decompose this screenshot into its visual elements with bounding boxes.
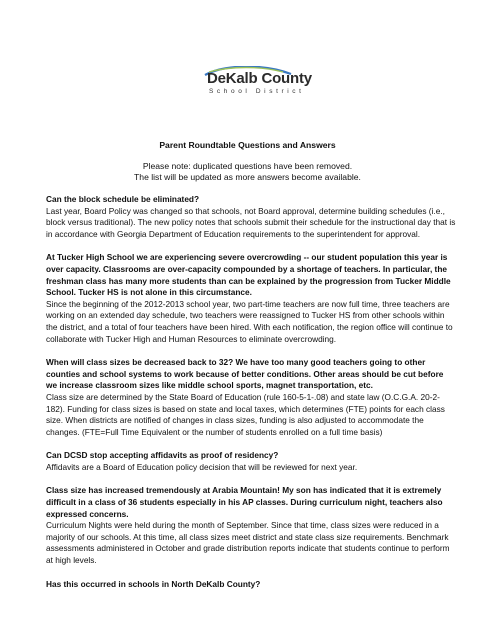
answer: Last year, Board Policy was changed so that schools, not Board approval, determine building schedules (i.e., block versus traditional). The new policy notes that schools submit their schedule for the instructional day that is in accordance with Georgia Department of Education requirements to the superintendent for approval. [46, 205, 456, 239]
logo-name: DeKalb County [207, 70, 312, 87]
document-title: Parent Roundtable Questions and Answers [159, 140, 336, 150]
answer: Class size are determined by the State Board of Education (rule 160-5-1-.08) and state law (O.C.G.A. 20-2-182). Funding for class sizes is based on state and local taxes, which determines (FTE) points for each class size. When districts are notified of changes in class sizes, funding is also adjusted to accommodate the changes. (FTE=Full Time Equivalent or the number of students enrolled on a full time basis) [46, 391, 445, 437]
qa-list [46, 194, 456, 590]
question: Can the block schedule be eliminated? [46, 194, 200, 204]
question: Class size has increased tremendously at Arabia Mountain! My son has indicated that it is extremely difficult in a class of 36 students especially in his AP classes. During curriculum night, teachers also expressed concerns. [46, 485, 443, 519]
note-line: The list will be updated as more answers become available. [134, 172, 361, 182]
note-line: Please note: duplicated questions have been removed. [142, 161, 353, 171]
question: Can DCSD stop accepting affidavits as proof of residency? [46, 450, 279, 461]
question: At Tucker High School we are experiencing severe overcrowding -- our student population this year is over capacity. Classrooms are over-capacity compounded by a shortage of teachers. In particular, the freshman class has many more students than can be explained by the progression from Tucker Middle School. Tucker HS is not alone in this circumstance. [46, 252, 451, 298]
answer: Affidavits are a Board of Education policy decision that will be reviewed for next year. [46, 461, 358, 472]
question: When will class sizes be decreased back to 32? We have too many good teachers going to other counties and school systems to work because of better conditions. Other areas should be cut before we increase classroom sizes like middle school sports, magnet transportation, etc. [46, 357, 444, 391]
logo-subtitle: School District [209, 88, 305, 95]
answer: Since the beginning of the 2012-2013 school year, two part-time teachers are now full time, three teachers are working on an extended day schedule, two teachers were reassigned to Tucker HS from other schools within the district, and a total of four teachers have been hired. With each notification, the region office will continue to collaborate with Tucker High and Human Resources to eliminate overcrowding. [46, 298, 453, 344]
district-logo [195, 66, 312, 102]
answer: Curriculum Nights were held during the month of September. Since that time, class sizes were reduced in a majority of our schools. At this time, all class sizes meet district and state class size requirements. Benchmark assessments administered in October and grade distribution reports indicate that students continue to perform at high levels. [46, 520, 450, 566]
question: Has this occurred in schools in North DeKalb County? [46, 578, 261, 589]
